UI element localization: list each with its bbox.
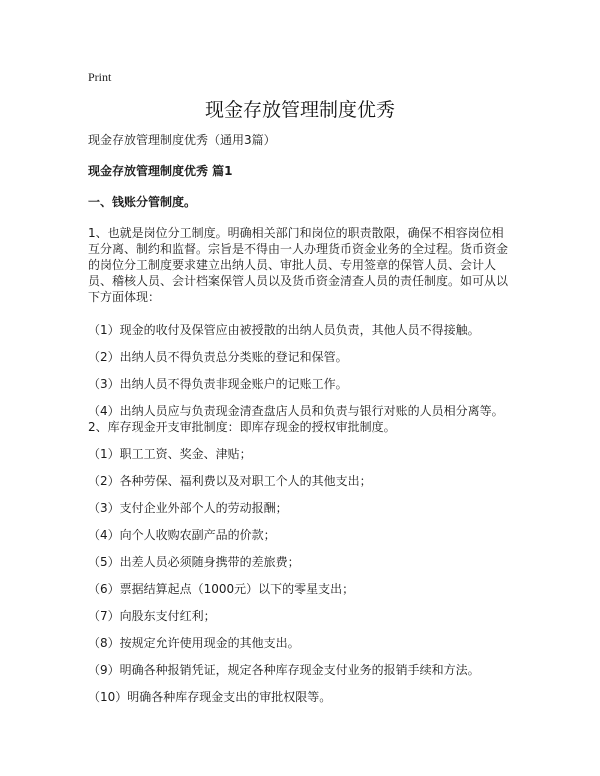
list-item: （4）向个人收购农副产品的价款；	[88, 528, 276, 542]
list-item: （2）出纳人员不得负责总分类账的登记和保管。	[88, 350, 348, 364]
sub-heading: 一、钱账分管制度。	[88, 195, 197, 209]
list-2	[88, 446, 514, 705]
body-paragraph-1: 1、也就是岗位分工制度。明确相关部门和岗位的职责散限，确保不相容岗位相互分离、制约和监督。宗旨是不得由一人办理货币资金业务的全过程。货币资金的岗位分工制度要求建立出纳人员、审批人员、专用签章的保管人员、会计人员、稽核人员、会计档案保管人员以及货币资金清查人员的责任制度。如可从以下方面体现：	[88, 226, 509, 304]
list-item: （1）现金的收付及保管应由被授散的出纳人员负责，其他人员不得接触。	[88, 323, 480, 337]
list-item: （6）票据结算起点（1000元）以下的零星支出；	[88, 582, 355, 596]
list-item: （7）向股东支付红利；	[88, 609, 216, 623]
list-1	[88, 322, 514, 419]
print-link[interactable]: Print	[88, 70, 112, 84]
list-item: （2）各种劳保、福利费以及对职工个人的其他支出；	[88, 474, 372, 488]
list-item: （4）出纳人员应与负责现金清查盘店人员和负责与银行对账的人员相分离等。	[88, 404, 504, 418]
document-body	[88, 132, 514, 705]
list-item: （9）明确各种报销凭证，规定各种库存现金支付业务的报销手续和方法。	[88, 663, 480, 677]
document-title: 现金存放管理制度优秀	[204, 99, 395, 121]
document-subtitle: 现金存放管理制度优秀（通用3篇）	[88, 133, 276, 147]
list-item: （3）支付企业外部个人的劳动报酬；	[88, 501, 288, 515]
section-heading: 现金存放管理制度优秀 篇1	[88, 164, 233, 178]
list-item: （5）出差人员必须随身携带的差旅费；	[88, 555, 300, 569]
list-item: （8）按规定允许使用现金的其他支出。	[88, 636, 300, 650]
list-item: （10）明确各种库存现金支出的审批权限等。	[88, 690, 332, 704]
list-item: （3）出纳人员不得负责非现金账户的记账工作。	[88, 377, 348, 391]
list-item: （1）职工工资、奖金、津贴；	[88, 447, 252, 461]
body-paragraph-2: 2、库存现金开支审批制度：即库存现金的授权审批制度。	[88, 420, 396, 434]
